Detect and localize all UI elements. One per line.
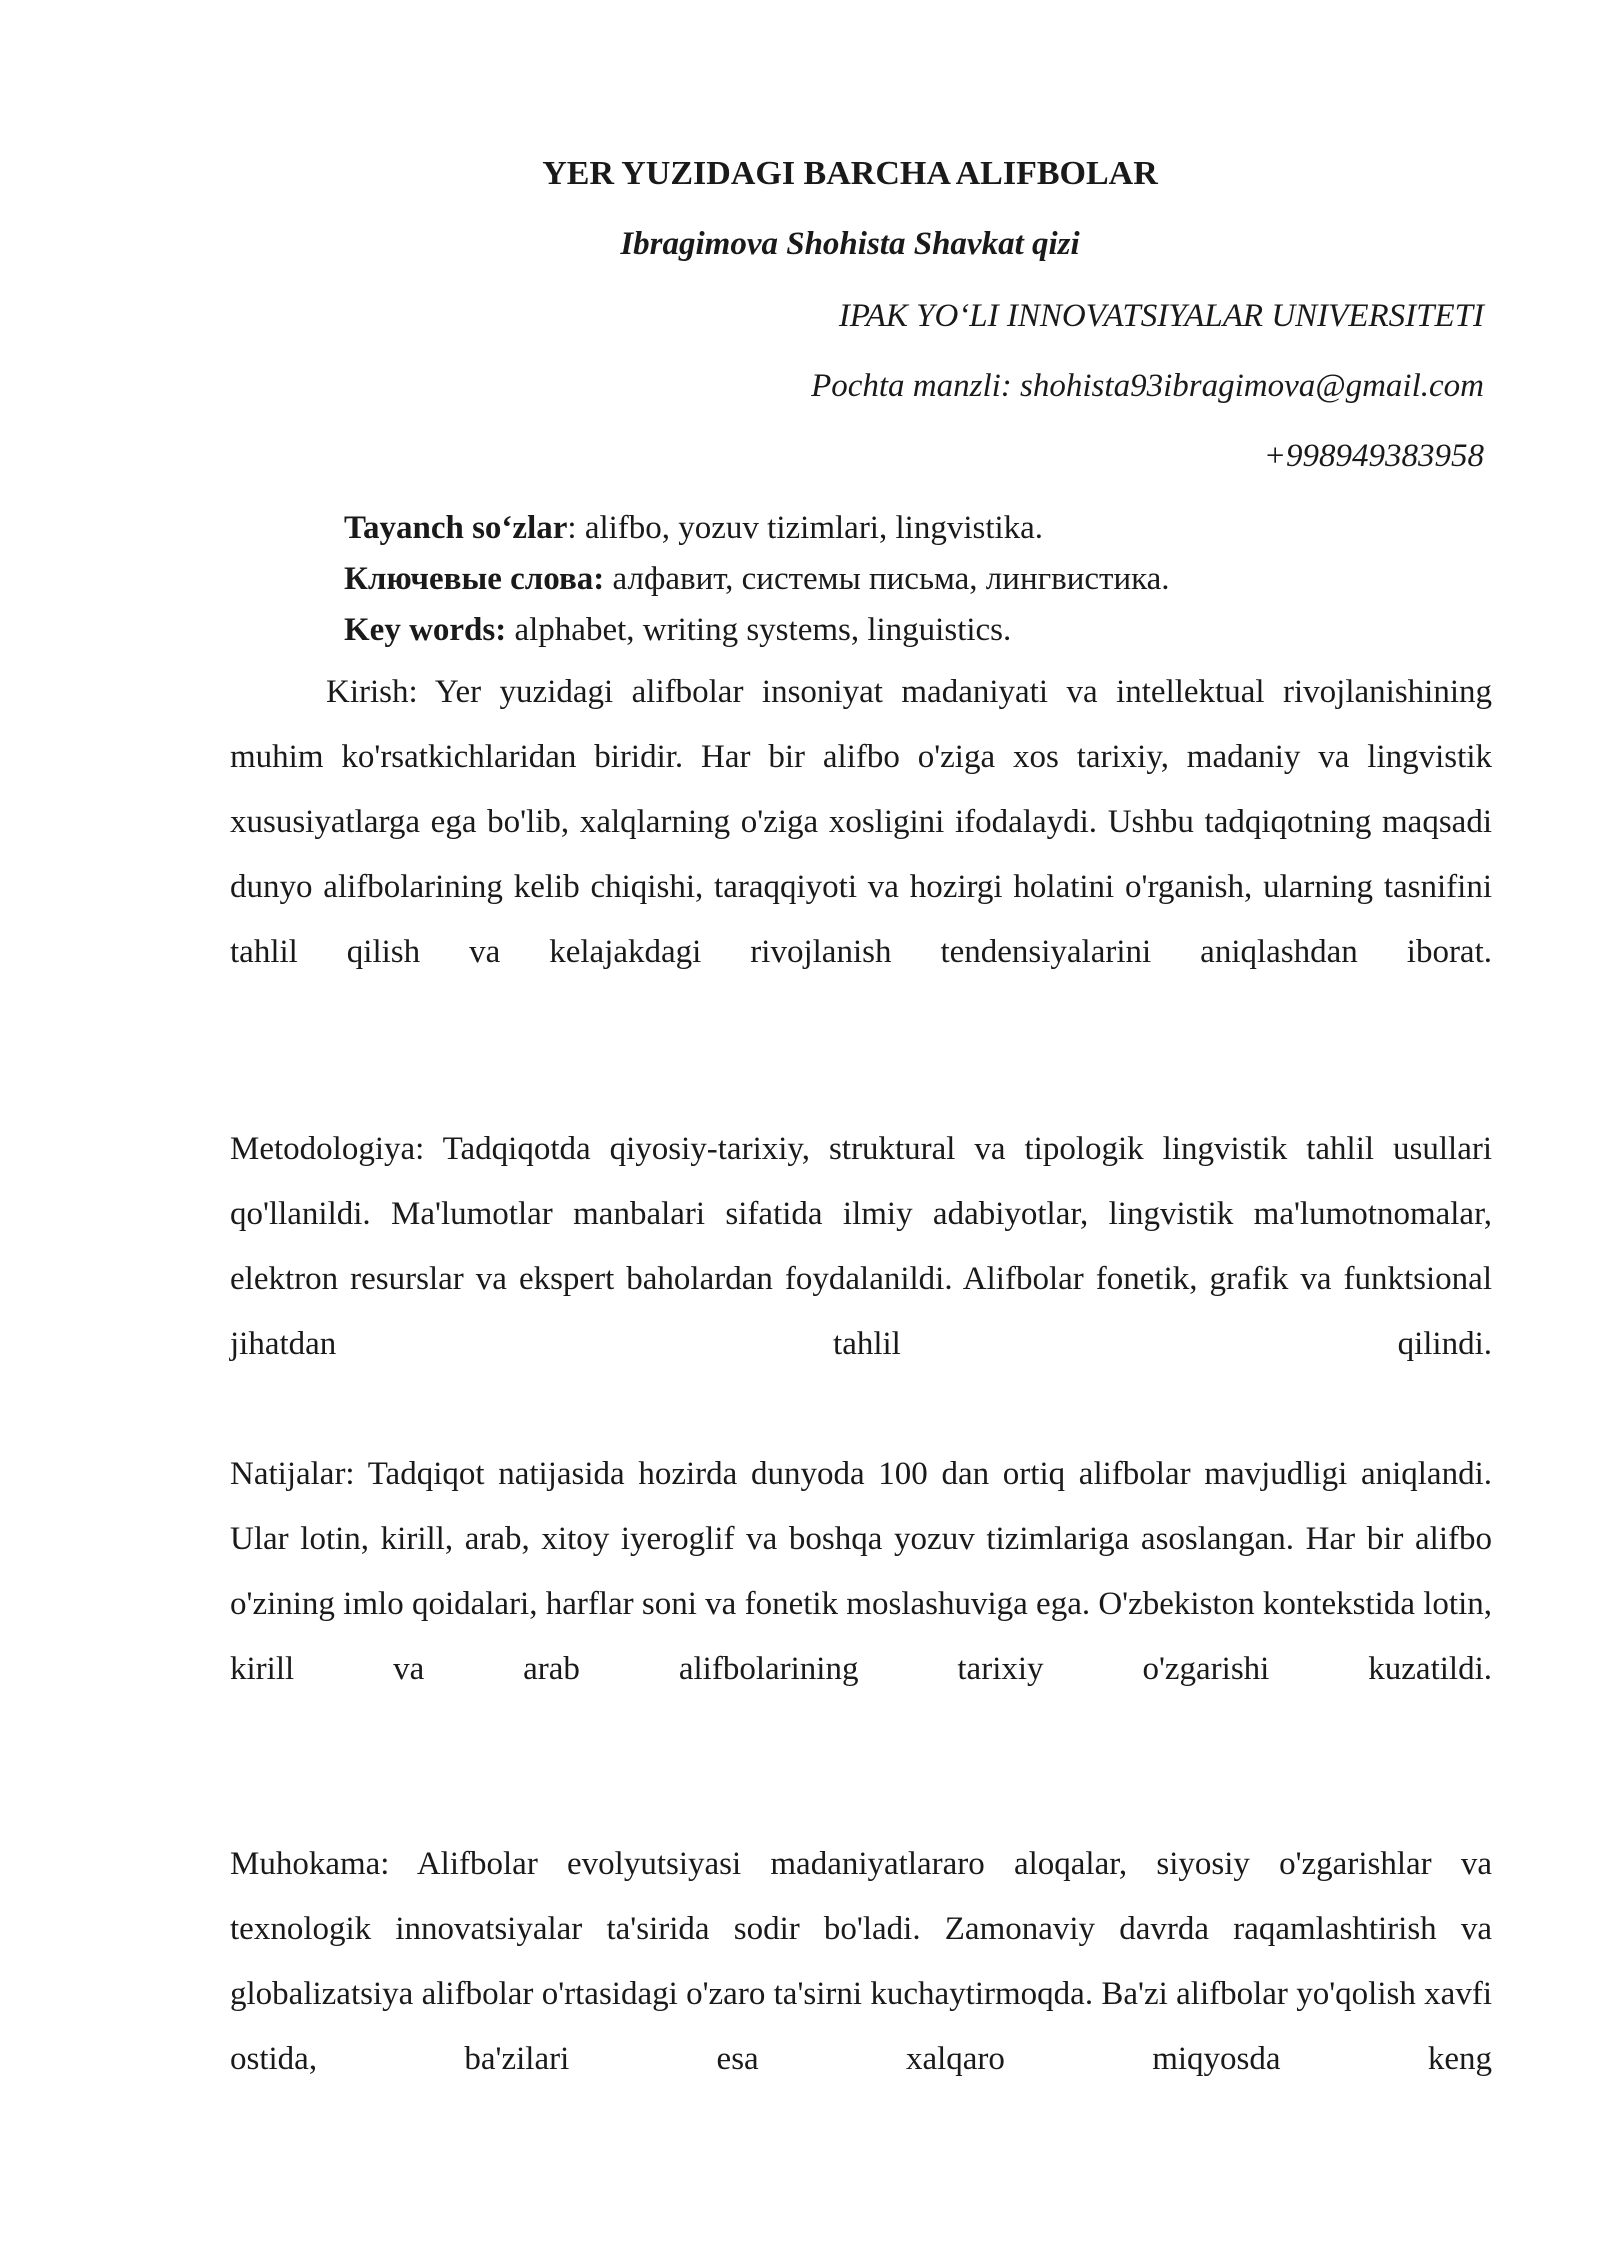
paragraph-results: Natijalar: Tadqiqot natijasida hozirda dunyoda 100 dan ortiq alifbolar mavjudligi aniqlandi. Ular lotin, kirill, arab, xitoy iyeroglif va boshqa yozuv tizimlariga asoslangan. Har bir alifbo o'zining imlo qoidalari, harflar soni va fonetik moslashuviga ega. O'zbekiston kontekstida lotin, kirill va arab alifbolarining tarixiy o'zgarishi kuzatildi.: [230, 1456, 1492, 1687]
author-email: Pochta manzli: shohista93ibragimova@gmail.com: [811, 368, 1484, 404]
author-phone: +998949383958: [1263, 438, 1484, 474]
keywords-uz-label: Tayanch so‘zlar: [344, 510, 568, 546]
paragraph-discussion: Muhokama: Alifbolar evolyutsiyasi madaniyatlararo aloqalar, siyosiy o'zgarishlar va texnologik innovatsiyalar ta'sirida sodir bo'ladi. Zamonaviy davrda raqamlashtirish va globalizatsiya alifbolar o'rtasidagi o'zaro ta'sirni kuchaytirmoqda. Ba'zi alifbolar yo'qolish xavfi ostida, ba'zilari esa xalqaro miqyosda keng: [230, 1846, 1492, 2077]
keywords-uz-sep: :: [567, 510, 585, 546]
keywords-ru-text: алфавит, системы письма, лингвистика.: [612, 561, 1170, 597]
keywords-uz-text: alifbo, yozuv tizimlari, lingvistika.: [584, 510, 1044, 546]
keywords-en: [344, 605, 1170, 656]
keywords-ru: [344, 554, 1170, 605]
paragraph-methodology: Metodologiya: Tadqiqotda qiyosiy-tarixiy, struktural va tipologik lingvistik tahlil usullari qo'llanildi. Ma'lumotlar manbalari sifatida ilmiy adabiyotlar, lingvistik ma'lumotnomalar, elektron resurslar va ekspert baholardan foydalanildi. Alifbolar fonetik, grafik va funktsional jihatdan tahlil qilindi.: [230, 1131, 1492, 1362]
author-name: Ibragimova Shohista Shavkat qizi: [620, 226, 1080, 262]
university-name: IPAK YO‘LI INNOVATSIYALAR UNIVERSITETI: [838, 298, 1484, 334]
page-title: YER YUZIDAGI BARCHA ALIFBOLAR: [542, 155, 1158, 192]
keywords-en-text: alphabet, writing systems, linguistics.: [514, 612, 1012, 648]
keywords-uz: [344, 503, 1170, 554]
keywords-ru-label: Ключевые слова:: [344, 561, 605, 597]
keywords-ru-sep: [604, 561, 612, 597]
paragraph-introduction: Kirish: Yer yuzidagi alifbolar insoniyat madaniyati va intellektual rivojlanishining muhim ko'rsatkichlaridan biridir. Har bir alifbo o'ziga xos tarixiy, madaniy va lingvistik xususiyatlarga ega bo'lib, xalqlarning o'ziga xosligini ifodalaydi. Ushbu tadqiqotning maqsadi dunyo alifbolarining kelib chiqishi, taraqqiyoti va hozirgi holatini o'rganish, ularning tasnifini tahlil qilish va kelajakdagi rivojlanish tendensiyalarini aniqlashdan iborat.: [230, 674, 1492, 970]
keywords-en-label: Key words:: [344, 612, 507, 648]
keywords-block: [344, 503, 1170, 656]
